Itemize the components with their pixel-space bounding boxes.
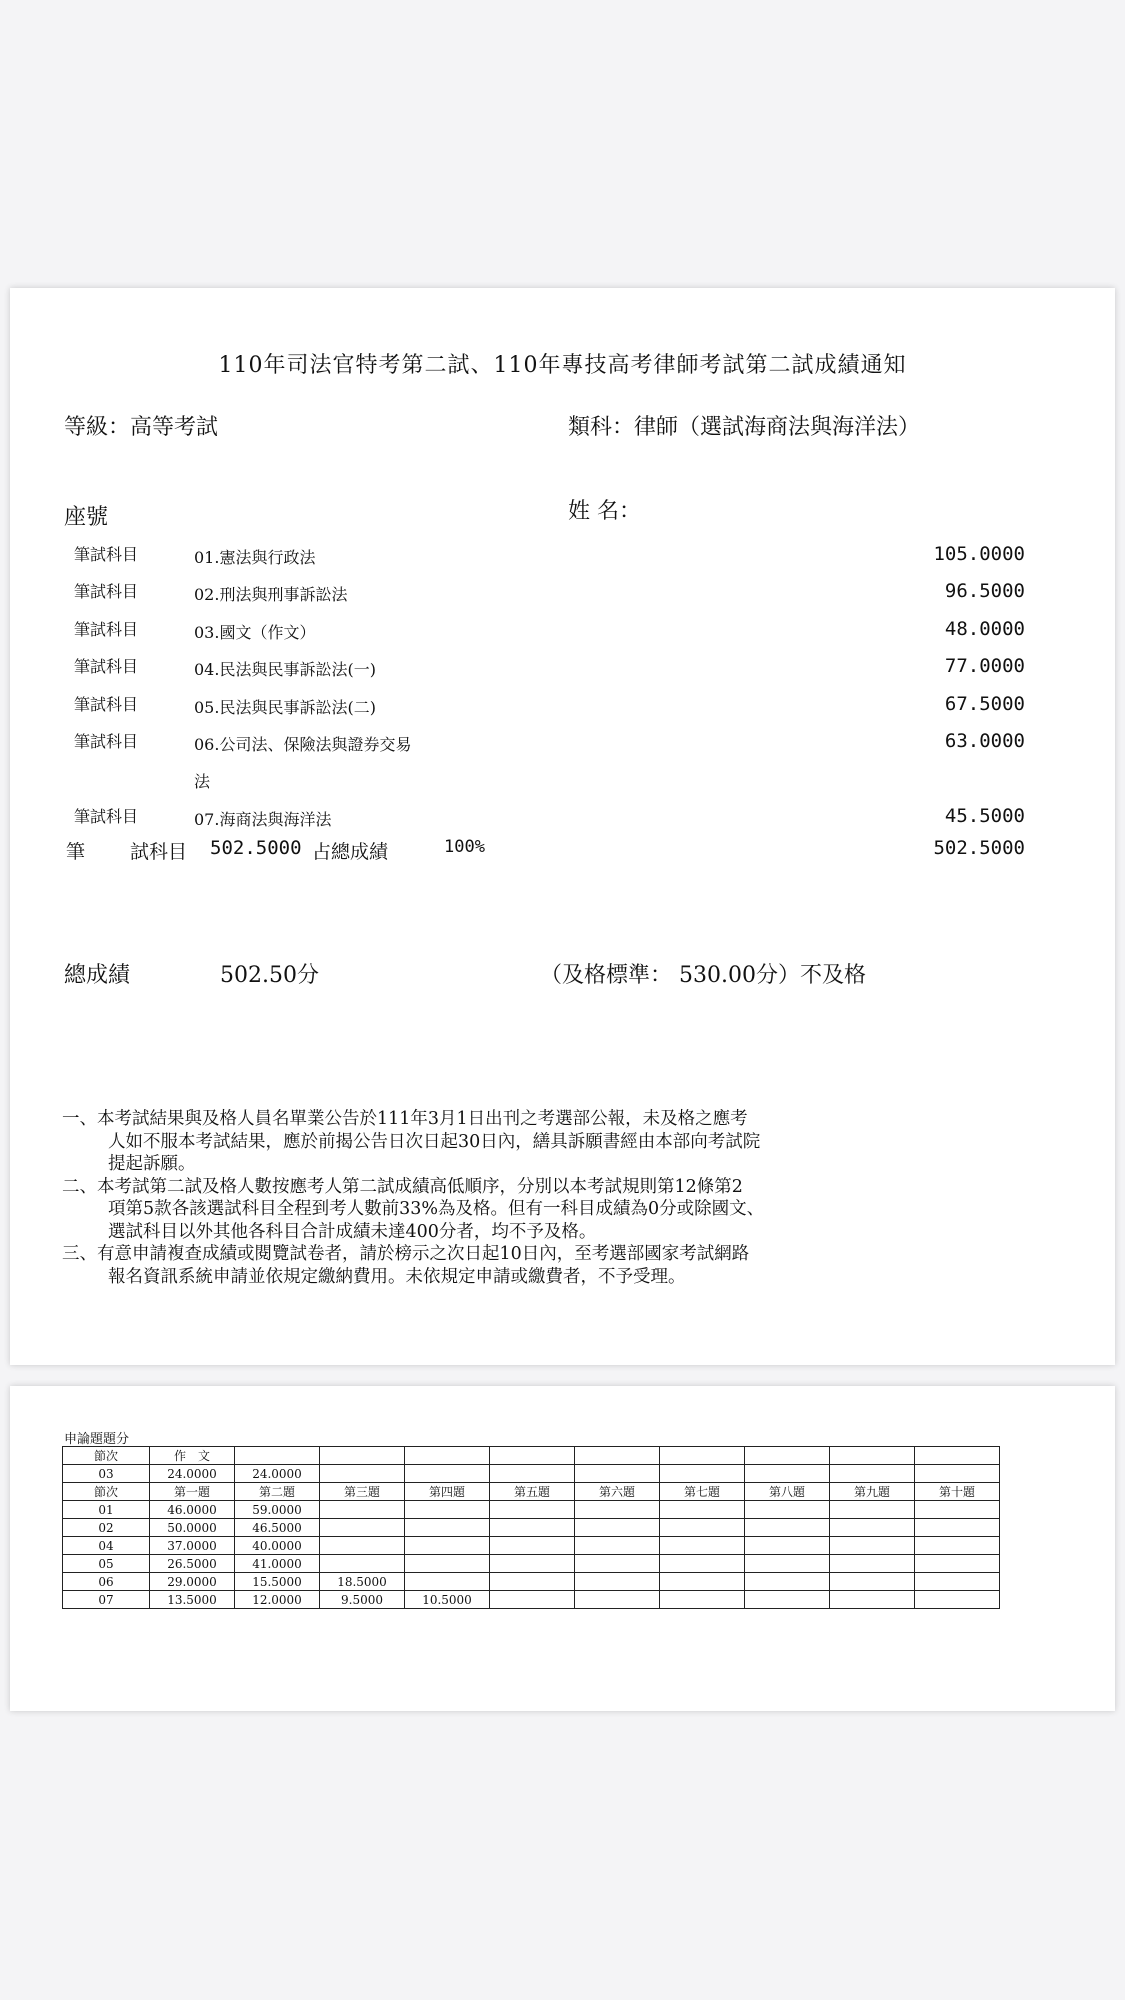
subject-score: 63.0000: [944, 730, 1025, 752]
subject-name: 07.海商法與海洋法: [194, 810, 332, 829]
table-cell: [490, 1555, 575, 1573]
total-score-label: 總成績: [64, 963, 131, 988]
subject-type: 筆試科目: [74, 582, 139, 601]
table-cell: 第七題: [660, 1483, 745, 1501]
subject-type: 筆試科目: [74, 732, 139, 751]
table-cell: [320, 1501, 405, 1519]
table-cell: [575, 1537, 660, 1555]
table-cell: [490, 1447, 575, 1465]
table-cell: [660, 1465, 745, 1483]
table-cell: 40.0000: [235, 1537, 320, 1555]
table-cell: [490, 1465, 575, 1483]
table-cell: [405, 1555, 490, 1573]
table-cell: [830, 1537, 915, 1555]
table-cell: 第三題: [320, 1483, 405, 1501]
table-cell: 06: [63, 1573, 150, 1591]
subject-score: 67.5000: [944, 693, 1025, 715]
table-row: [63, 1573, 1000, 1591]
table-cell: 13.5000: [150, 1591, 235, 1609]
subject-name: 03.國文（作文）: [194, 623, 316, 642]
table-cell: [320, 1465, 405, 1483]
notes-section: [62, 1108, 962, 1288]
table-cell: 第八題: [745, 1483, 830, 1501]
note-line: 項第5款各該選試科目全程到考人數前33%為及格。但有一科目成績為0分或除國文、: [108, 1199, 765, 1219]
table-cell: [745, 1465, 830, 1483]
table-row: [63, 1519, 1000, 1537]
subject-score: 96.5000: [944, 580, 1025, 602]
subject-name: 05.民法與民事訴訟法(二): [194, 698, 376, 717]
table-cell: [830, 1591, 915, 1609]
table-cell: [830, 1519, 915, 1537]
table-cell: 24.0000: [235, 1465, 320, 1483]
table-cell: [405, 1519, 490, 1537]
table-cell: 37.0000: [150, 1537, 235, 1555]
exam-grade: 等級：高等考試: [64, 415, 219, 440]
table-cell: [490, 1591, 575, 1609]
table-cell: 59.0000: [235, 1501, 320, 1519]
table-cell: [830, 1465, 915, 1483]
note-line: 本考試第二試及格人數按應考人第二試成績高低順序，分別以本考試規則第12條第2: [97, 1176, 743, 1197]
table-cell: [660, 1591, 745, 1609]
table-cell: [490, 1519, 575, 1537]
table-row: [63, 1447, 1000, 1465]
table-cell: [660, 1501, 745, 1519]
pass-standard-result: （及格標準： 530.00分）不及格: [540, 963, 866, 988]
table-cell: [745, 1573, 830, 1591]
subject-type: 筆試科目: [74, 807, 139, 826]
table-cell: [490, 1501, 575, 1519]
table-cell: 50.0000: [150, 1519, 235, 1537]
table-cell: 07: [63, 1591, 150, 1609]
table-cell: [405, 1465, 490, 1483]
summary-share-label: 占總成績: [312, 841, 389, 863]
table-cell: [915, 1447, 1000, 1465]
table-cell: 46.0000: [150, 1501, 235, 1519]
subject-score: 105.0000: [933, 543, 1025, 565]
table-cell: 第六題: [575, 1483, 660, 1501]
table-cell: 9.5000: [320, 1591, 405, 1609]
subject-type: 筆試科目: [74, 620, 139, 639]
table-cell: [660, 1519, 745, 1537]
note-line: 本考試結果與及格人員名單業公告於111年3月1日出刊之考選部公報，未及格之應考: [97, 1109, 748, 1129]
table-cell: [660, 1537, 745, 1555]
subject-name: 04.民法與民事訴訟法(一): [194, 660, 376, 679]
table-cell: [235, 1447, 320, 1465]
table-cell: [660, 1447, 745, 1465]
table-cell: [405, 1501, 490, 1519]
subject-name: 02.刑法與刑事訴訟法: [194, 585, 348, 604]
table-cell: [915, 1537, 1000, 1555]
table-row: [63, 1483, 1000, 1501]
exam-category: 類科：律師（選試海商法與海洋法）: [568, 415, 921, 440]
table-cell: 作 文: [150, 1447, 235, 1465]
table-row: [63, 1591, 1000, 1609]
note-line: 人如不服本考試結果，應於前揭公告日次日起30日內，繕具訴願書經由本部向考試院: [108, 1131, 761, 1152]
table-cell: [915, 1519, 1000, 1537]
table-cell: 第一題: [150, 1483, 235, 1501]
table-cell: [915, 1465, 1000, 1483]
table-cell: [575, 1555, 660, 1573]
subject-name: 01.憲法與行政法: [194, 548, 316, 567]
table-cell: [405, 1537, 490, 1555]
table-cell: [830, 1555, 915, 1573]
subject-score: 77.0000: [944, 655, 1025, 677]
table-cell: [490, 1573, 575, 1591]
subject-score: 48.0000: [944, 618, 1025, 640]
table-cell: [745, 1501, 830, 1519]
note-line: 選試科目以外其他各科目合計成績未達400分者，均不予及格。: [108, 1221, 597, 1242]
total-score-value: 502.50分: [220, 963, 319, 988]
table-cell: 41.0000: [235, 1555, 320, 1573]
table-cell: [320, 1555, 405, 1573]
note-line: 有意申請複查成績或閱覽試卷者，請於榜示之次日起10日內，至考選部國家考試網路: [97, 1244, 750, 1264]
subject-type: 筆試科目: [74, 695, 139, 714]
table-cell: 節次: [63, 1483, 150, 1501]
subject-name-continued: 法: [194, 772, 211, 791]
essay-scores-table: [62, 1446, 1000, 1609]
table-cell: [745, 1591, 830, 1609]
table-cell: [660, 1573, 745, 1591]
table-cell: [575, 1501, 660, 1519]
table-cell: [320, 1447, 405, 1465]
table-cell: 節次: [63, 1447, 150, 1465]
essay-scores-title: 申論題題分: [64, 1432, 130, 1447]
note-item: [62, 1108, 962, 1131]
table-cell: 01: [63, 1501, 150, 1519]
table-cell: 05: [63, 1555, 150, 1573]
table-cell: [915, 1555, 1000, 1573]
document-title: 110年司法官特考第二試、110年專技高考律師考試第二試成績通知: [218, 353, 907, 378]
table-cell: 24.0000: [150, 1465, 235, 1483]
note-item: [62, 1176, 962, 1199]
table-cell: [915, 1591, 1000, 1609]
table-cell: [745, 1537, 830, 1555]
table-cell: [575, 1519, 660, 1537]
note-item: [62, 1243, 962, 1266]
table-cell: [405, 1447, 490, 1465]
table-row: [63, 1465, 1000, 1483]
note-line: 報名資訊系統申請並依規定繳納費用。未依規定申請或繳費者，不予受理。: [108, 1266, 686, 1287]
table-row: [63, 1537, 1000, 1555]
table-cell: [915, 1501, 1000, 1519]
table-cell: [320, 1537, 405, 1555]
summary-label-a: 筆: [66, 841, 86, 863]
table-cell: [830, 1447, 915, 1465]
note-marker: 一、: [62, 1109, 97, 1129]
note-line: 提起訴願。: [108, 1154, 196, 1174]
table-cell: [830, 1501, 915, 1519]
table-cell: [405, 1573, 490, 1591]
table-cell: 29.0000: [150, 1573, 235, 1591]
summary-share-percent: 100%: [444, 837, 485, 857]
table-cell: 04: [63, 1537, 150, 1555]
subject-type: 筆試科目: [74, 657, 139, 676]
table-cell: [575, 1465, 660, 1483]
table-cell: [575, 1591, 660, 1609]
table-row: [63, 1555, 1000, 1573]
table-row: [63, 1501, 1000, 1519]
table-cell: 26.5000: [150, 1555, 235, 1573]
table-cell: [745, 1555, 830, 1573]
table-cell: [660, 1555, 745, 1573]
table-cell: 46.5000: [235, 1519, 320, 1537]
table-cell: 03: [63, 1465, 150, 1483]
seat-number-label: 座號: [64, 505, 109, 530]
note-marker: 三、: [62, 1244, 97, 1264]
table-cell: 10.5000: [405, 1591, 490, 1609]
table-cell: 第二題: [235, 1483, 320, 1501]
table-cell: [745, 1447, 830, 1465]
table-cell: 第四題: [405, 1483, 490, 1501]
table-cell: 第十題: [915, 1483, 1000, 1501]
summary-subtotal: 502.5000: [210, 837, 302, 859]
table-cell: 02: [63, 1519, 150, 1537]
table-cell: [575, 1447, 660, 1465]
table-cell: [490, 1537, 575, 1555]
note-marker: 二、: [62, 1176, 97, 1197]
table-cell: [575, 1573, 660, 1591]
table-cell: 15.5000: [235, 1573, 320, 1591]
table-cell: 18.5000: [320, 1573, 405, 1591]
candidate-name-label: 姓 名：: [568, 499, 641, 524]
table-cell: 第九題: [830, 1483, 915, 1501]
subject-type: 筆試科目: [74, 545, 139, 564]
table-cell: [830, 1573, 915, 1591]
table-cell: [745, 1519, 830, 1537]
table-cell: 12.0000: [235, 1591, 320, 1609]
table-cell: [320, 1519, 405, 1537]
table-cell: 第五題: [490, 1483, 575, 1501]
summary-total: 502.5000: [933, 837, 1025, 859]
summary-label-b: 試科目: [130, 841, 188, 863]
subject-score: 45.5000: [944, 805, 1025, 827]
subject-name: 06.公司法、保險法與證券交易: [194, 735, 412, 754]
table-cell: [915, 1573, 1000, 1591]
